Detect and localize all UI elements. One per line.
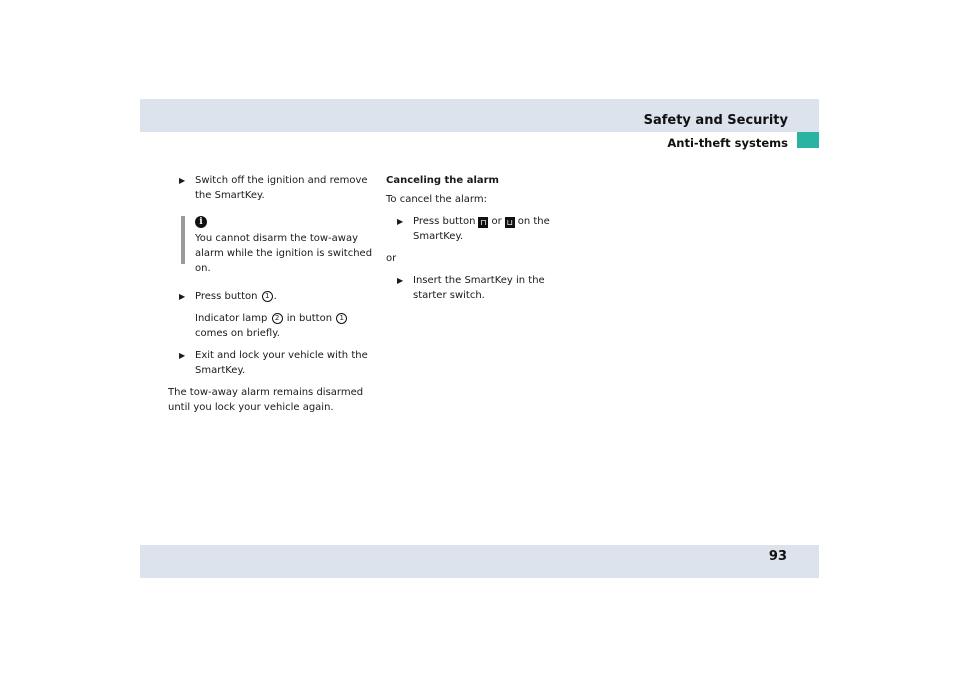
- detail-text: in button: [286, 313, 333, 324]
- unlock-button-icon: ⊓: [480, 218, 487, 227]
- step-insert-smartkey: [386, 273, 576, 303]
- section-accent-marker: [797, 132, 819, 148]
- callout-number-1: 1: [262, 291, 273, 302]
- cancel-intro-text: To cancel the alarm:: [386, 194, 487, 205]
- right-column: [386, 173, 576, 310]
- footer-band: [140, 545, 819, 578]
- page-number: 93: [768, 549, 787, 564]
- note-text: You cannot disarm the tow-away alarm while the ignition is switched on.: [195, 233, 373, 274]
- step-switch-off-ignition: [168, 173, 376, 203]
- step-detail-indicator-lamp: [168, 311, 376, 341]
- bullet-arrow-icon: ▶: [397, 276, 404, 285]
- step-text: Press button: [413, 216, 476, 227]
- callout-number-1: 1: [336, 313, 347, 324]
- or-separator: or: [386, 253, 397, 264]
- bullet-arrow-icon: ▶: [179, 292, 186, 301]
- bullet-arrow-icon: ▶: [179, 176, 186, 185]
- bullet-arrow-icon: ▶: [179, 351, 186, 360]
- detail-text: Indicator lamp: [195, 313, 268, 324]
- step-text-suffix: on the SmartKey.: [413, 216, 550, 242]
- section-title: Safety and Security: [643, 113, 788, 128]
- canceling-alarm-heading: Canceling the alarm: [386, 175, 499, 186]
- info-icon: i: [195, 216, 207, 228]
- lock-button-icon: ⊔: [506, 218, 513, 227]
- alarm-remains-disarmed-paragraph: The tow-away alarm remains disarmed until you lock your vehicle again.: [168, 387, 364, 413]
- step-text: Insert the SmartKey in the starter switch.: [413, 275, 545, 301]
- subsection-title: Anti-theft systems: [667, 136, 788, 150]
- step-text: Exit and lock your vehicle with the SmartKey.: [195, 350, 368, 376]
- step-press-button: [168, 289, 376, 304]
- step-press-unlock-or-lock: [386, 214, 576, 244]
- left-column: [168, 173, 376, 422]
- step-text: Switch off the ignition and remove the SmartKey.: [195, 175, 368, 201]
- detail-text: comes on briefly.: [195, 328, 280, 339]
- step-text-suffix: .: [273, 291, 277, 302]
- note-side-bar: [181, 216, 185, 264]
- bullet-arrow-icon: ▶: [397, 217, 404, 226]
- step-or-text: or: [491, 216, 502, 227]
- step-text: Press button: [195, 291, 258, 302]
- step-exit-and-lock: [168, 348, 376, 378]
- callout-number-2: 2: [272, 313, 283, 324]
- info-note: [168, 216, 376, 276]
